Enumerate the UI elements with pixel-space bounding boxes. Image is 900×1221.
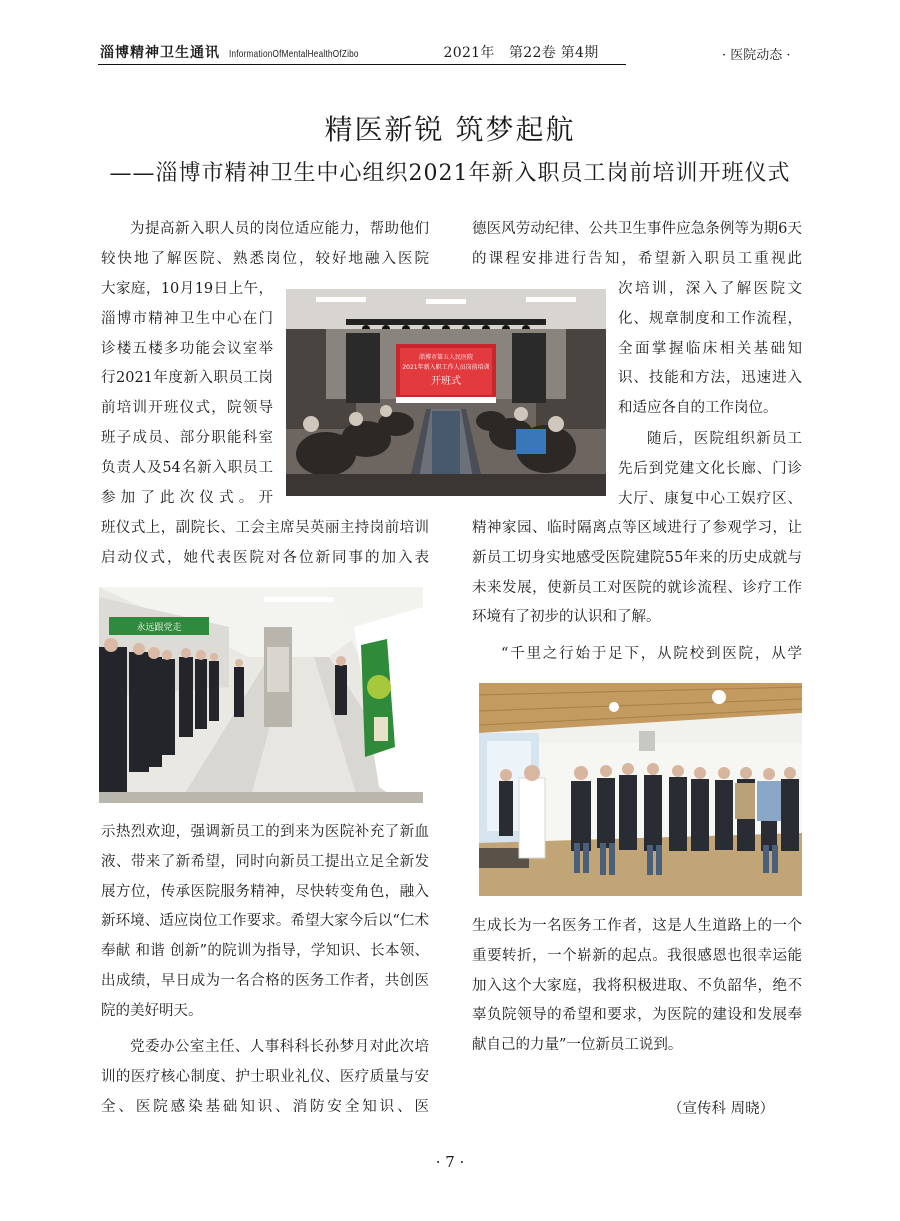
right-paragraph-2b: 精神家园、临时隔离点等区域进行了参观学习，让新员工切身实地感受医院建院55年来的历史成就与未来发展，使新员工对医院的就诊流程、诊疗工作环境有了初步的认识和了解。 — [472, 520, 802, 626]
banner-line-3: 开班式 — [431, 376, 461, 387]
meeting-room-photo — [286, 289, 606, 496]
header-rule — [98, 64, 626, 65]
group-visit-photo — [479, 683, 802, 896]
right-paragraph-3a: “千里之行始于足下，从院校到医院，从学 — [501, 646, 802, 662]
left-paragraph-1d: 示热烈欢迎，强调新员工的到来为医院补充了新血液、带来了新希望，同时向新员工提出立足全新发展方位，传承医院服务精神，尽快转变角色，融入新环境、适应岗位工作要求。希望大家今后以“仁术 奉献 和谐 创新”的院训为指导，学知识、长本领、出成绩，早日成为一名合格的医务工作者，共创医院的美好明天。 — [101, 824, 429, 1019]
journal-title: 淄博精神卫生通讯 — [100, 45, 220, 61]
journal-english-title: InformationOfMentalHealthOfZibo — [228, 48, 359, 60]
left-paragraph-2: 党委办公室主任、人事科科长孙梦月对此次培训的医疗核心制度、护士职业礼仪、医疗质量与安全、医院感染基础知识、消防安全知识、医 — [101, 1039, 429, 1115]
banner-line-2: 2021年新入职工作人员岗前培训 — [402, 364, 490, 371]
right-paragraph-2a: 随后，医院组织新员工先后到党建文化长廊、门诊大厅、康复中心工娱疗区、 — [618, 431, 802, 507]
banner-line-1: 淄博市第五人民医院 — [418, 354, 474, 361]
left-paragraph-1a: 为提高新入职人员的岗位适应能力，帮助他们较快地了解医院、熟悉岗位，较好地融入医院 — [101, 221, 429, 267]
corridor-sign-text: 永远跟党走 — [136, 623, 182, 633]
right-paragraph-1a: 德医风劳动纪律、公共卫生事件应急条例等为期6天的课程安排进行告知，希望新入职员工重视此 — [472, 221, 802, 267]
page-number: · 7 · — [435, 1153, 465, 1171]
article-subtitle: ——淄博市精神卫生中心组织2021年新入职员工岗前培训开班仪式 — [109, 161, 791, 186]
article-title: 精医新锐 筑梦起航 — [324, 113, 576, 146]
author-signature: （宣传科 周晓） — [668, 1101, 775, 1117]
left-paragraph-1b: 大家庭，10月19日上午，淄博市精神卫生中心在门诊楼五楼多功能会议室举行2021年度新入职员工岗前培训开班仪式，院领导班子成员、部分职能科室负责人及54名新入职员工参加了此次仪式。开 — [101, 281, 273, 506]
left-paragraph-1c: 班仪式上，副院长、工会主席吴英丽主持岗前培训启动仪式，她代表医院对各位新同事的加入表 — [101, 520, 429, 566]
corridor-photo — [99, 587, 423, 803]
right-paragraph-1b: 次培训，深入了解医院文化、规章制度和工作流程，全面掌握临床相关基础知识、技能和方法，迅速进入和适应各自的工作岗位。 — [618, 281, 802, 417]
right-paragraph-3b: 生成长为一名医务工作者，这是人生道路上的一个重要转折，一个崭新的起点。我很感恩也很幸运能加入这个大家庭，我将积极进取、不负韶华，绝不辜负院领导的希望和要求，为医院的建设和发展奉献自己的力量”一位新员工说到。 — [472, 918, 802, 1054]
issue-info: 2021年 第22卷 第4期 — [443, 45, 599, 61]
section-label: · 医院动态 · — [722, 48, 791, 63]
running-header — [100, 42, 599, 62]
